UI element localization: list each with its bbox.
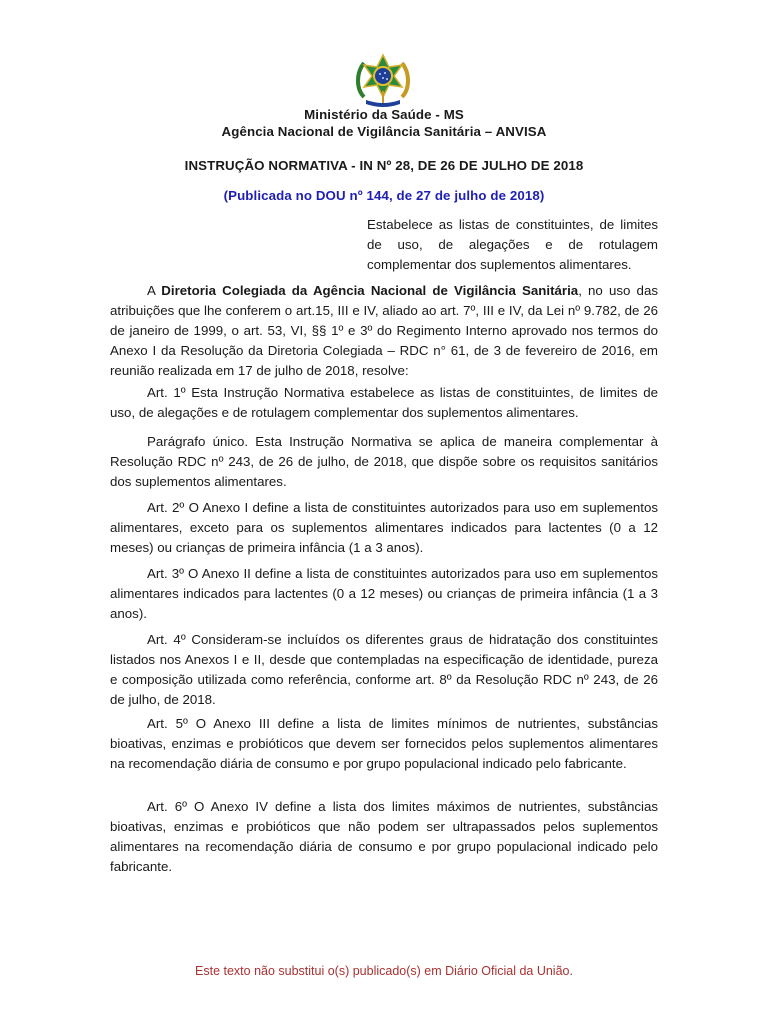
publication-note: (Publicada no DOU nº 144, de 27 de julho de 2018) (223, 188, 545, 203)
preamble-paragraph (110, 281, 658, 381)
agency-name: Agência Nacional de Vigilância Sanitária – ANVISA (221, 124, 547, 139)
ministry-name: Ministério da Saúde - MS (304, 107, 464, 122)
brazil-coat-of-arms-icon (352, 53, 414, 108)
article-4: Art. 4º Consideram-se incluídos os diferentes graus de hidratação dos constituintes listados nos Anexos I e II, desde que contempladas na especificação de identidade, pureza e composição utilizada como referência, conforme art. 8º da Resolução RDC nº 243, de 26 de julho, de 2018. (110, 632, 658, 707)
preamble-rest: , no uso das atribuições que lhe conferem o art.15, III e IV, aliado ao art. 7º, III e IV, da Lei nº 9.782, de 26 de janeiro de 1999, o art. 53, VI, §§ 1º e 3º do Regimento Interno aprovado nos termos do Anexo I da Resolução da Diretoria Colegiada – RDC n° 61, de 3 de fevereiro de 2016, em reunião realizada em 17 de julho de 2018, resolve: (110, 283, 658, 378)
article-1: Art. 1º Esta Instrução Normativa estabelece as listas de constituintes, de limites de uso, de alegações e de rotulagem complementar dos suplementos alimentares. (110, 385, 658, 420)
ementa: Estabelece as listas de constituintes, de limites de uso, de alegações e de rotulagem complementar dos suplementos alimentares. (367, 217, 658, 272)
article-5: Art. 5º O Anexo III define a lista de limites mínimos de nutrientes, substâncias bioativas, enzimas e probióticos que devem ser fornecidos pelos suplementos alimentares na recomendação diária de consumo e por grupo populacional indicado pelo fabricante. (110, 716, 658, 771)
preamble-bold-authority: Diretoria Colegiada da Agência Nacional de Vigilância Sanitária (161, 283, 579, 298)
footer-disclaimer: Este texto não substitui o(s) publicado(s) em Diário Oficial da União. (195, 964, 573, 978)
article-6: Art. 6º O Anexo IV define a lista dos limites máximos de nutrientes, substâncias bioativas, enzimas e probióticos que não podem ser ultrapassados pelos suplementos alimentares na recomendação diária de consumo e por grupo populacional indicado pelo fabricante. (110, 799, 658, 874)
article-3: Art. 3º O Anexo II define a lista de constituintes autorizados para uso em suplementos alimentares indicados para lactentes (0 a 12 meses) ou crianças de primeira infância (1 a 3 anos). (110, 566, 658, 621)
paragrafo-unico: Parágrafo único. Esta Instrução Normativa se aplica de maneira complementar à Resolução RDC nº 243, de 26 de julho, de 2018, que dispõe sobre os requisitos sanitários dos suplementos alimentares. (110, 434, 658, 489)
article-2: Art. 2º O Anexo I define a lista de constituintes autorizados para uso em suplementos alimentares, exceto para os suplementos alimentares indicados para lactentes (0 a 12 meses) ou crianças de primeira infância (1 a 3 anos). (110, 500, 658, 555)
preamble-intro: A (147, 283, 162, 298)
document-title: INSTRUÇÃO NORMATIVA - IN Nº 28, DE 26 DE JULHO DE 2018 (184, 158, 584, 173)
